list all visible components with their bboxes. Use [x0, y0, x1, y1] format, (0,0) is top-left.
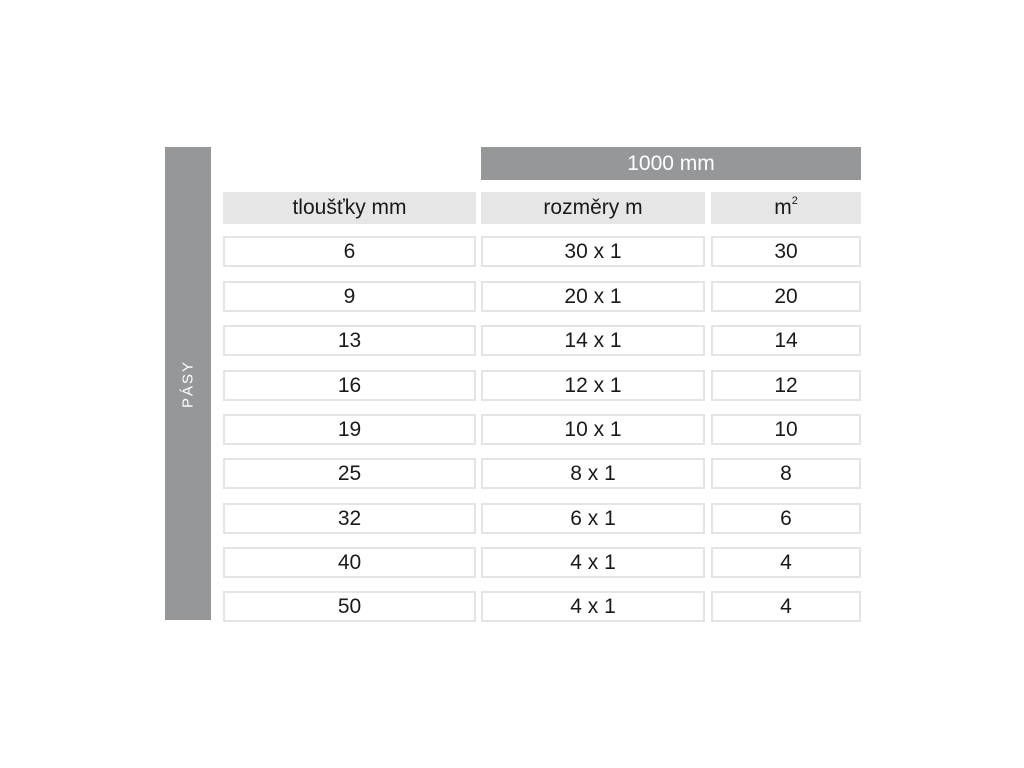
table-cell-thickness: 25	[223, 458, 476, 489]
table-cell-dimensions: 4 x 1	[481, 547, 705, 578]
table-cell-area: 4	[711, 547, 861, 578]
table-cell-area: 10	[711, 414, 861, 445]
table-cell-area: 4	[711, 591, 861, 622]
table-cell-area: 6	[711, 503, 861, 534]
table-cell-area: 8	[711, 458, 861, 489]
column-header-dimensions: rozměry m	[481, 192, 705, 224]
side-category-band	[165, 147, 211, 620]
table-cell-dimensions: 8 x 1	[481, 458, 705, 489]
width-span-header: 1000 mm	[481, 147, 861, 180]
table-cell-thickness: 50	[223, 591, 476, 622]
table-cell-area: 20	[711, 281, 861, 312]
table-cell-dimensions: 14 x 1	[481, 325, 705, 356]
table-cell-thickness: 32	[223, 503, 476, 534]
column-header-area: m $^2$	[711, 192, 861, 224]
table-cell-thickness: 16	[223, 370, 476, 401]
side-category-label: PÁSY	[179, 359, 197, 408]
table-cell-dimensions: 10 x 1	[481, 414, 705, 445]
area-unit: m	[774, 196, 792, 219]
table-cell-thickness: 19	[223, 414, 476, 445]
table-cell-dimensions: 4 x 1	[481, 591, 705, 622]
table-cell-area: 30	[711, 236, 861, 267]
table-cell-dimensions: 20 x 1	[481, 281, 705, 312]
column-header-thickness: tloušťky mm	[223, 192, 476, 224]
table-cell-area: 12	[711, 370, 861, 401]
table-cell-dimensions: 30 x 1	[481, 236, 705, 267]
table-cell-dimensions: 6 x 1	[481, 503, 705, 534]
table-cell-thickness: 40	[223, 547, 476, 578]
table-cell-area: 14	[711, 325, 861, 356]
table-cell-thickness: 9	[223, 281, 476, 312]
table-cell-thickness: 6	[223, 236, 476, 267]
table-cell-thickness: 13	[223, 325, 476, 356]
table-cell-dimensions: 12 x 1	[481, 370, 705, 401]
